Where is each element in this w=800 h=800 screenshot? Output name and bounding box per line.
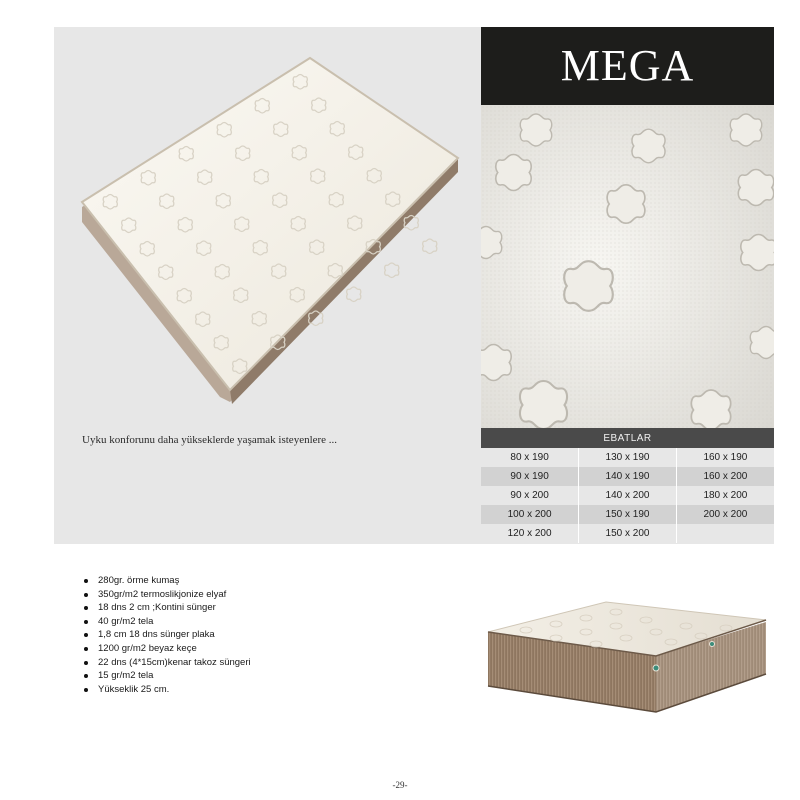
feature-item: 280gr. örme kumaş bbox=[82, 574, 251, 588]
size-cell: 90 x 190 bbox=[481, 467, 579, 486]
sizes-table-row bbox=[481, 505, 774, 524]
mattress-side-view-image bbox=[486, 598, 768, 714]
size-cell bbox=[676, 524, 774, 543]
feature-item: Yükseklik 25 cm. bbox=[82, 683, 251, 697]
feature-item: 18 dns 2 cm ;Kontini sünger bbox=[82, 601, 251, 615]
size-cell: 140 x 200 bbox=[579, 486, 677, 505]
size-cell: 120 x 200 bbox=[481, 524, 579, 543]
size-cell: 200 x 200 bbox=[676, 505, 774, 524]
sizes-table-section bbox=[481, 428, 774, 543]
product-title: MEGA bbox=[560, 41, 695, 90]
sizes-table-row bbox=[481, 524, 774, 543]
mattress-top-view-image bbox=[70, 52, 470, 412]
size-cell: 160 x 200 bbox=[676, 467, 774, 486]
sizes-table-row bbox=[481, 448, 774, 467]
feature-item: 350gr/m2 termoslikjonize elyaf bbox=[82, 588, 251, 602]
sizes-table bbox=[481, 448, 774, 543]
quilt-closeup-image bbox=[481, 105, 774, 428]
feature-list bbox=[82, 574, 251, 696]
title-banner bbox=[481, 27, 774, 105]
sizes-table-row bbox=[481, 486, 774, 505]
size-cell: 150 x 190 bbox=[579, 505, 677, 524]
size-cell: 80 x 190 bbox=[481, 448, 579, 467]
feature-item: 40 gr/m2 tela bbox=[82, 615, 251, 629]
feature-item: 1,8 cm 18 dns sünger plaka bbox=[82, 628, 251, 642]
sizes-table-header: EBATLAR bbox=[481, 428, 774, 448]
size-cell: 90 x 200 bbox=[481, 486, 579, 505]
size-cell: 180 x 200 bbox=[676, 486, 774, 505]
feature-item: 22 dns (4*15cm)kenar takoz süngeri bbox=[82, 656, 251, 670]
size-cell: 100 x 200 bbox=[481, 505, 579, 524]
size-cell: 140 x 190 bbox=[579, 467, 677, 486]
product-tagline: Uyku konforunu daha yükseklerde yaşamak isteyenlere ... bbox=[82, 434, 338, 446]
feature-item: 1200 gr/m2 beyaz keçe bbox=[82, 642, 251, 656]
page-number: -29- bbox=[392, 780, 408, 790]
size-cell: 150 x 200 bbox=[579, 524, 677, 543]
feature-item: 15 gr/m2 tela bbox=[82, 669, 251, 683]
sizes-table-row bbox=[481, 467, 774, 486]
size-cell: 160 x 190 bbox=[676, 448, 774, 467]
size-cell: 130 x 190 bbox=[579, 448, 677, 467]
